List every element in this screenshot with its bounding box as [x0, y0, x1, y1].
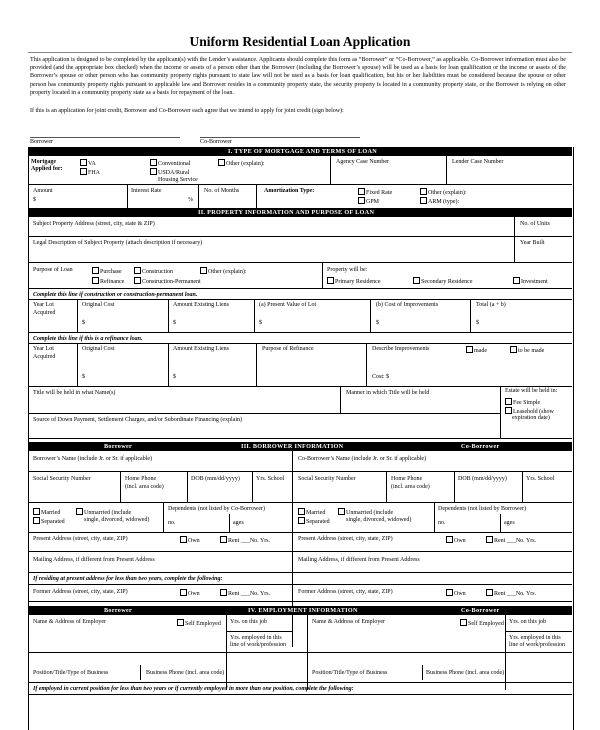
former-own-label: Own: [188, 591, 200, 597]
borrower-dependents-label: Dependents (not listed by Co-Borrower): [168, 506, 265, 512]
gpm-checkbox[interactable]: [358, 197, 379, 206]
title-names-field[interactable]: Title will be held in what Name(s): [33, 390, 116, 396]
unmarried-label: Unmarried (include: [84, 510, 132, 516]
coborrower-employer-field[interactable]: Name & Address of Employer: [312, 619, 385, 625]
describe-improvements-label: Describe Improvements: [372, 346, 430, 352]
construction-permanent-checkbox[interactable]: [134, 277, 201, 286]
residing-note: If residing at present address for less than two years, complete the following:: [33, 576, 223, 582]
estate-label: Estate will be held in:: [505, 388, 558, 394]
rent-label: Rent: [228, 538, 240, 544]
improvements-cost-field[interactable]: $: [376, 320, 379, 326]
borrower-business-phone[interactable]: Business Phone (incl. area code): [146, 670, 225, 676]
coborrower-area-code-label: (incl. area code): [391, 484, 430, 490]
separated-label: Separated: [41, 519, 65, 525]
coborrower-ssn-field[interactable]: Social Security Number: [298, 476, 356, 482]
checkbox-icon: [413, 277, 420, 284]
married-label: Married: [41, 510, 61, 516]
purchase-checkbox[interactable]: [92, 267, 122, 276]
checkbox-icon: [446, 536, 453, 543]
checkbox-icon: [220, 589, 227, 596]
down-payment-source[interactable]: Source of Down Payment, Settlement Charges, and/or Subordinate Financing (explain): [33, 417, 243, 423]
intro-text: This application is designed to be completed by the applicant(s) with the Lender’s assistance. Applicants should complete this form as “Borrower” or “Co-Borrower,” as applicable. Co-Borrower information must also be provided (and the appropriate box checked) when the income or assets of a person other than the Borrower (including the Borrower’s spouse) will be used as a basis for loan qualification or the income or assets of the Borrower’s spouse or other person who has community property rights pursuant to state law will not be used as a basis for loan qualification, but his or her liabilities must be considered because the spouse or other person has community property rights pursuant to applicable law and Borrower resides in a community property state, the security property is located in a community property state, or the Borrower is relying on other property located in a community property state as a basis for repayment of the loan.: [30, 57, 566, 96]
fixed-rate-checkbox[interactable]: [358, 188, 392, 197]
coborrower-present-address[interactable]: Present Address (street, city, state, ZIP): [298, 536, 393, 542]
refinance-label: Refinance: [100, 279, 125, 285]
other-mortgage-label: Other (explain):: [226, 161, 265, 167]
made-label: made: [474, 348, 487, 354]
section-2-title: II. PROPERTY INFORMATION AND PURPOSE OF LOAN: [198, 209, 375, 216]
checkbox-icon: [134, 277, 141, 284]
no-yrs-label: No. Yrs.: [249, 538, 271, 544]
purchase-label: Purchase: [100, 269, 122, 275]
coborrower-name-field[interactable]: Co-Borrower’s Name (include Jr. or Sr. if applicable): [298, 456, 427, 462]
checkbox-icon: [80, 168, 87, 175]
checkbox-icon: [505, 398, 512, 405]
conventional-checkbox[interactable]: [150, 159, 190, 168]
borrower-signature-label: Borrower: [30, 139, 53, 145]
coborrower-rent-checkbox[interactable]: Rent ___No. Yrs.: [486, 536, 536, 545]
coborrower-yrs-job-field[interactable]: Yrs. on this job: [509, 619, 547, 625]
checkbox-icon: [92, 267, 99, 274]
purpose-of-refinance[interactable]: Purpose of Refinance: [262, 346, 314, 352]
usda-label: USDA/Rural: [158, 170, 190, 176]
acquired-label: Acquired: [33, 310, 56, 316]
section-1-title: I. TYPE OF MORTGAGE AND TERMS OF LOAN: [228, 148, 378, 155]
purpose-of-loan-label: Purpose of Loan: [33, 267, 73, 273]
original-cost-label: Original Cost: [82, 302, 115, 308]
refi-existing-liens-field[interactable]: $: [173, 374, 176, 380]
va-checkbox[interactable]: [80, 159, 96, 168]
improvements-cost-label: (b) Cost of Improvements: [376, 302, 439, 308]
coborrower-unmarried-checkbox[interactable]: [338, 508, 393, 517]
checkbox-icon: [92, 277, 99, 284]
borrower-single-label: single, divorced, widowed): [84, 517, 150, 523]
coborrower-tab: Co-Borrower: [461, 443, 500, 450]
expiration-date-label: expiration date): [512, 415, 550, 421]
lender-case-number[interactable]: Lender Case Number: [452, 159, 504, 165]
former-rent-label: Rent: [228, 591, 240, 597]
checkbox-icon: [134, 267, 141, 274]
coborrower-dob-field[interactable]: DOB (mm/dd/yyyy): [458, 476, 507, 482]
secondary-residence-checkbox[interactable]: [413, 277, 472, 286]
checkbox-icon: [510, 346, 517, 353]
conventional-label: Conventional: [158, 161, 191, 167]
former-no-yrs-label-co: No. Yrs.: [515, 591, 537, 597]
coborrower-tab-4: Co-Borrower: [461, 607, 500, 614]
checkbox-icon: [177, 619, 184, 626]
coborrower-former-address[interactable]: Former Address (street, city, state, ZIP): [298, 589, 393, 595]
borrower-mailing-address[interactable]: Mailing Address, if different from Present Address: [33, 557, 155, 563]
self-employed-label: Self Employed: [185, 621, 221, 627]
checkbox-icon: [180, 536, 187, 543]
coborrower-separated-checkbox[interactable]: [298, 517, 330, 526]
construction-note: Complete this line if construction or construction-permanent loan.: [33, 292, 198, 298]
checkbox-icon: [33, 517, 40, 524]
former-rent-label-co: Rent: [494, 591, 506, 597]
borrower-employer-field[interactable]: Name & Address of Employer: [33, 619, 106, 625]
coborrower-signature-line[interactable]: [200, 137, 360, 138]
page-title: Uniform Residential Loan Application: [189, 34, 411, 49]
borrower-yrs-school-field[interactable]: Yrs. School: [256, 476, 285, 482]
borrower-home-phone-label: Home Phone: [125, 476, 157, 482]
coborrower-former-rent-checkbox[interactable]: Rent ___No. Yrs.: [486, 589, 536, 598]
coborrower-mailing-address[interactable]: Mailing Address, if different from Present Address: [298, 557, 420, 563]
borrower-former-address[interactable]: Former Address (street, city, state, ZIP): [33, 589, 128, 595]
coborrower-married-checkbox[interactable]: [298, 508, 325, 517]
borrower-dependents-ages[interactable]: ages: [233, 520, 244, 526]
improvement-cost-field[interactable]: Cost: $: [372, 374, 390, 380]
checkbox-icon: [460, 619, 467, 626]
borrower-tab-4: Borrower: [104, 607, 133, 614]
construction-label: Construction: [142, 269, 173, 275]
other-purpose-checkbox[interactable]: [200, 267, 246, 276]
primary-residence-checkbox[interactable]: [327, 277, 381, 286]
no-of-units[interactable]: No. of Units: [520, 221, 550, 227]
refi-existing-liens-label: Amount Existing Liens: [173, 346, 229, 352]
refinance-checkbox[interactable]: [92, 277, 124, 286]
amount-field[interactable]: $: [33, 197, 36, 203]
self-employed-label-co: Self Employed: [468, 621, 504, 627]
checkbox-icon: [150, 159, 157, 166]
leasehold-label: Leasehold: [513, 409, 538, 415]
refi-original-cost-label: Original Cost: [82, 346, 115, 352]
checkbox-icon: [218, 159, 225, 166]
secondary-residence-label: Secondary Residence: [421, 279, 473, 285]
year-built[interactable]: Year Built: [520, 240, 545, 246]
property-will-be-label: Property will be:: [327, 267, 368, 273]
gpm-label: GPM: [366, 199, 380, 205]
joint-credit-text: If this is an application for joint credit, Borrower and Co-Borrower each agree that we intend to apply for joint credit (sign below):: [30, 108, 344, 114]
borrower-former-rent-checkbox[interactable]: Rent ___No. Yrs.: [220, 589, 270, 598]
present-value-field[interactable]: $: [259, 320, 262, 326]
checkbox-icon: [76, 508, 83, 515]
fha-label: FHA: [88, 170, 101, 176]
former-no-yrs-label: No. Yrs.: [249, 591, 271, 597]
section-4-header: [28, 606, 572, 615]
fixed-rate-label: Fixed Rate: [366, 190, 393, 196]
checkbox-icon: [358, 197, 365, 204]
construction-checkbox[interactable]: [134, 267, 173, 276]
to-be-made-checkbox[interactable]: [510, 346, 544, 355]
borrower-former-own-checkbox[interactable]: [180, 589, 200, 598]
other-amort-label: Other (explain):: [428, 190, 467, 196]
other-mortgage-checkbox[interactable]: [218, 159, 264, 168]
checkbox-icon: [486, 589, 493, 596]
refi-original-cost-field[interactable]: $: [82, 374, 85, 380]
arm-checkbox[interactable]: [420, 197, 459, 206]
section-3-title: III. BORROWER INFORMATION: [241, 443, 344, 450]
borrower-separated-checkbox[interactable]: [33, 517, 65, 526]
checkbox-icon: [513, 277, 520, 284]
subject-property-address[interactable]: Subject Property Address (street, city, state & ZIP): [33, 221, 155, 227]
section-4-title: IV. EMPLOYMENT INFORMATION: [248, 607, 358, 614]
borrower-name-field[interactable]: Borrower’s Name (include Jr. or Sr. if applicable): [33, 456, 153, 462]
coborrower-dependents-ages[interactable]: ages: [504, 520, 515, 526]
year-lot-label: Year Lot: [33, 302, 54, 308]
to-be-made-label: to be made: [518, 348, 545, 354]
applied-for-label: Applied for:: [31, 166, 63, 172]
section-3-header: [28, 442, 572, 451]
borrower-ssn-field[interactable]: Social Security Number: [33, 476, 91, 482]
interest-rate-field[interactable]: %: [188, 197, 193, 203]
checkbox-icon: [505, 407, 512, 414]
investment-label: Investment: [521, 279, 548, 285]
checkbox-icon: [486, 536, 493, 543]
primary-residence-label: Primary Residence: [335, 279, 381, 285]
divider: [28, 52, 572, 53]
checkbox-icon: [298, 517, 305, 524]
coborrower-yrs-school-field[interactable]: Yrs. School: [526, 476, 555, 482]
acquired-label-2: Acquired: [33, 354, 56, 360]
coborrower-signature-label: Co-Borrower: [200, 139, 232, 145]
section-2-header: [28, 208, 572, 217]
mortgage-label: Mortgage: [31, 159, 56, 165]
other-amort-checkbox[interactable]: [420, 188, 466, 197]
fee-simple-label: Fee Simple: [513, 400, 541, 406]
checkbox-icon: [220, 536, 227, 543]
borrower-tab: Borrower: [104, 443, 133, 450]
usda-checkbox[interactable]: [150, 168, 189, 177]
original-cost-field[interactable]: $: [82, 320, 85, 326]
coborrower-dependents-label: Dependents (not listed by Borrower): [438, 506, 526, 512]
arm-label: ARM (type):: [428, 199, 460, 205]
checkbox-icon: [180, 589, 187, 596]
checkbox-icon: [446, 589, 453, 596]
borrower-own-checkbox[interactable]: [180, 536, 200, 545]
coborrower-yrs-line2: line of work/profession: [509, 642, 565, 648]
checkbox-icon: [338, 508, 345, 515]
borrower-yrs-line1: Yrs. employed in this: [230, 635, 282, 641]
borrower-yrs-job-field[interactable]: Yrs. on this job: [230, 619, 268, 625]
months-label: No. of Months: [204, 188, 240, 194]
construction-permanent-label: Construction-Permanent: [142, 279, 201, 285]
checkbox-icon: [150, 168, 157, 175]
fha-checkbox[interactable]: [80, 168, 100, 177]
coborrower-own-checkbox[interactable]: [446, 536, 466, 545]
rent-label-co: Rent: [494, 538, 506, 544]
other-purpose-label: Other (explain):: [208, 269, 247, 275]
housing-service-label: Housing Service: [158, 177, 198, 183]
amount-label: Amount: [33, 188, 53, 194]
section-1-header: [28, 147, 572, 156]
borrower-signature-line[interactable]: [30, 137, 180, 138]
former-own-label-co: Own: [454, 591, 466, 597]
year-acquired-label: Year Lot: [33, 346, 54, 352]
borrower-rent-checkbox[interactable]: Rent ___No. Yrs.: [220, 536, 270, 545]
checkbox-icon: [466, 346, 473, 353]
checkbox-icon: [200, 267, 207, 274]
checkbox-icon: [420, 188, 427, 195]
checkbox-icon: [80, 159, 87, 166]
borrower-present-address[interactable]: Present Address (street, city, state, ZIP): [33, 536, 128, 542]
coborrower-single-label: single, divorced, widowed): [346, 517, 412, 523]
separated-label-co: Separated: [306, 519, 330, 525]
borrower-dob-field[interactable]: DOB (mm/dd/yyyy): [191, 476, 240, 482]
employed-note: If employed in current position for less than two years or if currently employed in more than one position, complete the following:: [33, 686, 354, 692]
amortization-label: Amortization Type:: [264, 188, 315, 194]
checkbox-icon: [358, 188, 365, 195]
borrower-yrs-line2: line of work/profession: [230, 642, 286, 648]
married-label-co: Married: [306, 510, 326, 516]
present-value-label: (a) Present Value of Lot: [259, 302, 317, 308]
own-label-co: Own: [454, 538, 466, 544]
no-yrs-label-co: No. Yrs.: [515, 538, 537, 544]
made-checkbox[interactable]: [466, 346, 487, 355]
own-label: Own: [188, 538, 200, 544]
interest-rate-label: Interest Rate: [131, 188, 162, 194]
coborrower-home-phone-label: Home Phone: [391, 476, 423, 482]
borrower-position-field[interactable]: Position/Title/Type of Business: [33, 670, 109, 676]
checkbox-icon: [327, 277, 334, 284]
borrower-married-checkbox[interactable]: [33, 508, 60, 517]
agency-case-number[interactable]: Agency Case Number: [336, 159, 389, 165]
existing-liens-label: Amount Existing Liens: [173, 302, 229, 308]
coborrower-business-phone[interactable]: Business Phone (incl. area code): [426, 670, 505, 676]
borrower-area-code-label: (incl. area code): [125, 484, 164, 490]
legal-description[interactable]: Legal Description of Subject Property (attach description if necessary): [33, 240, 203, 246]
coborrower-yrs-line1: Yrs. employed in this: [509, 635, 561, 641]
existing-liens-field[interactable]: $: [173, 320, 176, 326]
checkbox-icon: [33, 508, 40, 515]
coborrower-dependents-no[interactable]: no.: [438, 520, 446, 526]
borrower-dependents-no[interactable]: no.: [168, 520, 176, 526]
total-field[interactable]: $: [476, 320, 479, 326]
title-manner-field[interactable]: Manner in which Title will be held: [346, 390, 430, 396]
coborrower-position-field[interactable]: Position/Title/Type of Business: [312, 670, 388, 676]
coborrower-self-employed-checkbox[interactable]: [460, 619, 504, 628]
investment-checkbox[interactable]: [513, 277, 548, 286]
checkbox-icon: [420, 197, 427, 204]
va-label: VA: [88, 161, 96, 167]
total-label: Total (a + b): [476, 302, 506, 308]
coborrower-former-own-checkbox[interactable]: [446, 589, 466, 598]
borrower-self-employed-checkbox[interactable]: [177, 619, 221, 628]
borrower-unmarried-checkbox[interactable]: [76, 508, 131, 517]
checkbox-icon: [298, 508, 305, 515]
show-label: (show: [539, 409, 554, 415]
fee-simple-checkbox[interactable]: [505, 398, 540, 407]
unmarried-label-co: Unmarried (include: [346, 510, 394, 516]
refinance-note: Complete this line if this is a refinance loan.: [33, 336, 143, 342]
